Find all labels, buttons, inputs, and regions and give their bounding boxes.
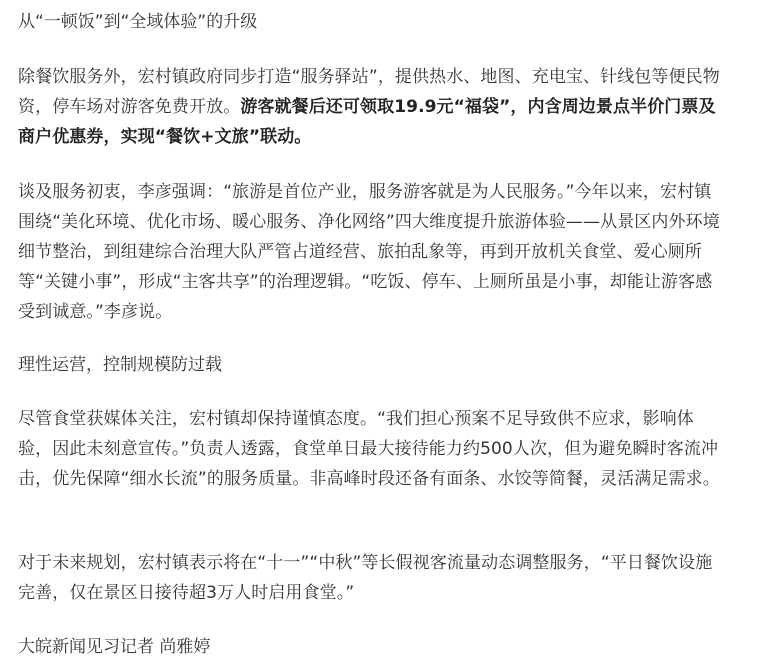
paragraph-service-intent: 谈及服务初衷，李彦强调：“旅游是首位产业，服务游客就是为人民服务。”今年以来，宏村镇围绕“美化环境、优化市场、暖心服务、净化网络”四大维度提升旅游体验——从景区内外环境细节整治，到组建综合治理大队严管占道经营、旅拍乱象等，再到开放机关食堂、爱心厕所等“关键小事”，形成“主客共享”的治理逻辑。“吃饭、停车、上厕所虽是小事，却能让游客感受到诚意。”李彦说。 xyxy=(18,182,720,322)
paragraph-service-station-text: 除餐饮服务外，宏村镇政府同步打造“服务驿站”，提供热水、地图、充电宝、针线包等便民物资，停车场对游客免费开放。 xyxy=(18,67,720,117)
section-heading-rational-operation: 理性运营，控制规模防过载 xyxy=(18,355,222,375)
section-heading-upgrade: 从“一顿饭”到“全域体验”的升级 xyxy=(18,12,258,32)
paragraph-cautious-attitude: 尽管食堂获媒体关注，宏村镇却保持谨慎态度。“我们担心预案不足导致供不应求，影响体验，因此未刻意宣传。”负责人透露，食堂单日最大接待能力约500人次，但为避免瞬时客流冲击，优先保障“细水长流”的服务质量。非高峰时段还备有面条、水饺等简餐，灵活满足需求。 xyxy=(18,409,720,489)
reporter-byline: 大皖新闻见习记者 尚雅婷 xyxy=(18,637,211,657)
paragraph-service-station xyxy=(18,62,726,152)
paragraph-service-station-bold: 游客就餐后还可领取19.9元“福袋”，内含周边景点半价门票及商户优惠券，实现“餐饮+文旅”联动。 xyxy=(18,97,716,147)
paragraph-future-plan: 对于未来规划，宏村镇表示将在“十一”“中秋”等长假视客流量动态调整服务，“平日餐饮设施完善，仅在景区日接待超3万人时启用食堂。” xyxy=(18,553,713,603)
